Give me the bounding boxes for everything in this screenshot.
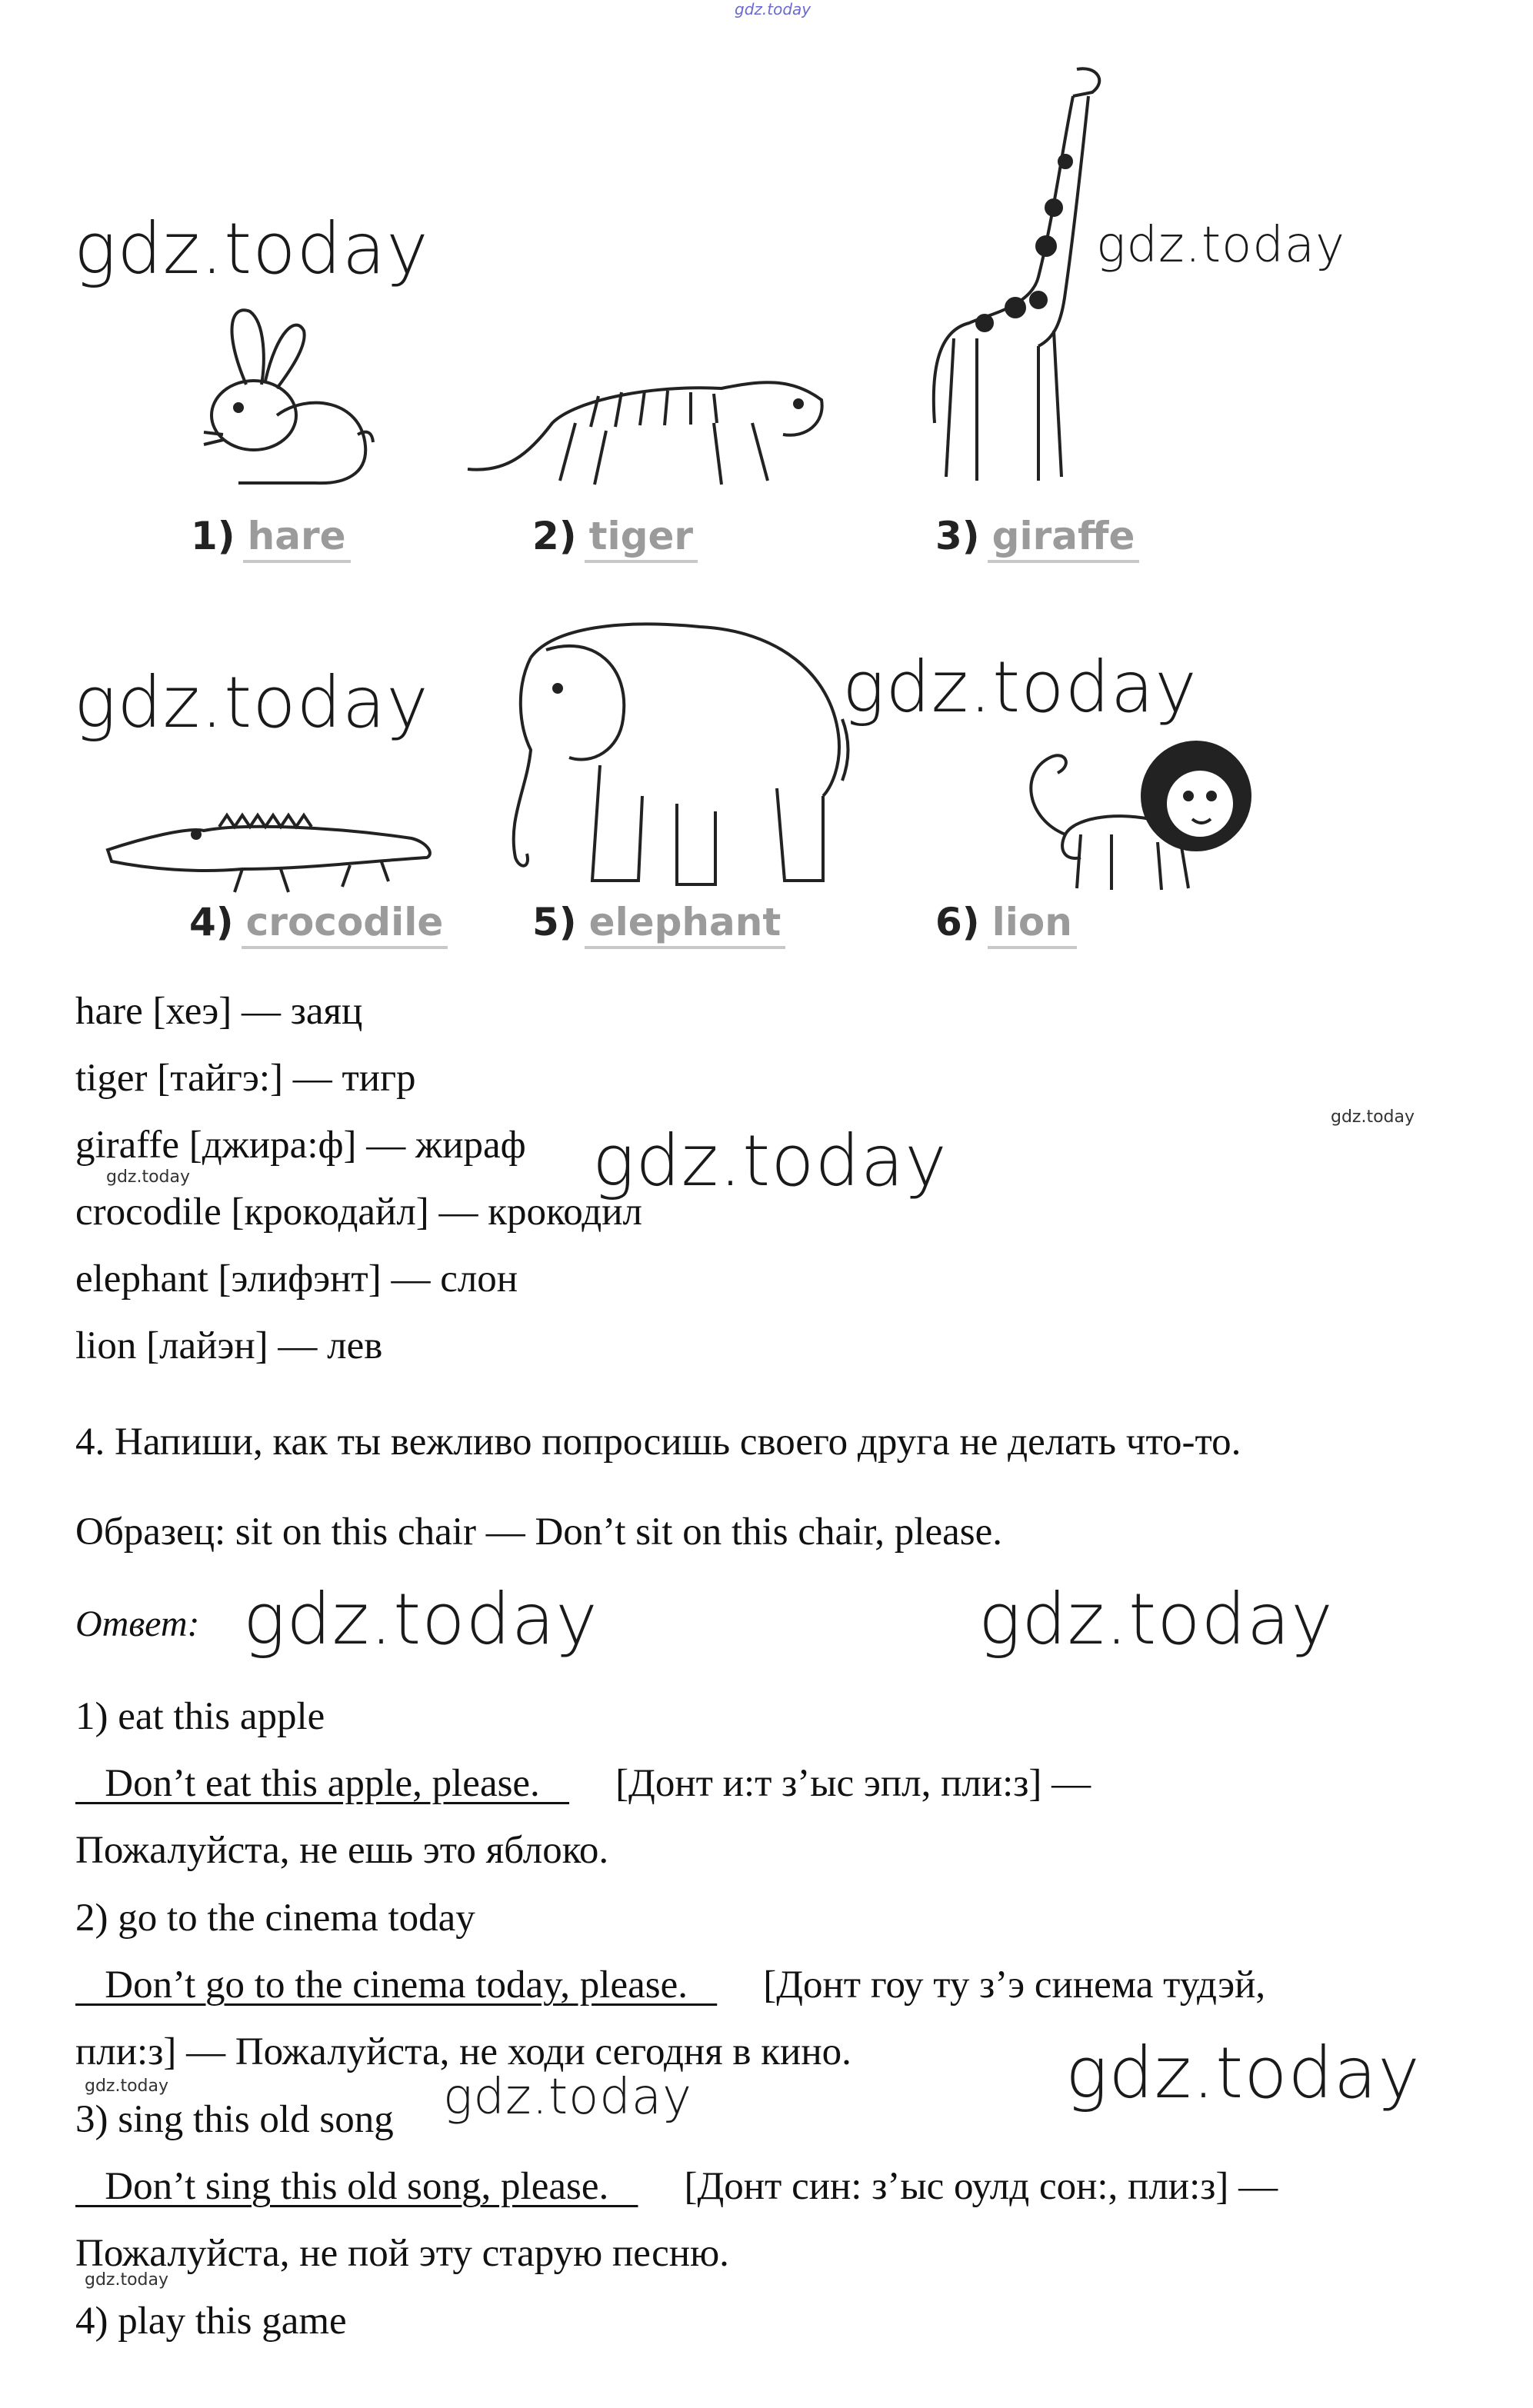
giraffe-icon xyxy=(923,62,1123,492)
watermark: gdz.today xyxy=(74,661,429,744)
animal-caption: 2) tiger xyxy=(532,514,698,558)
watermark: gdz.today xyxy=(592,1120,948,1202)
watermark: gdz.today xyxy=(1096,217,1345,274)
watermark: gdz.today xyxy=(106,1167,191,1187)
item-answer: Don’t go to the cinema today, please. xyxy=(75,1963,718,2007)
watermark: gdz.today xyxy=(243,1578,598,1660)
item-answer-line xyxy=(75,2167,1278,2207)
vocab-line: giraffe [джира:ф] — жираф xyxy=(75,1124,526,1167)
item-prompt: 1) eat this apple xyxy=(75,1695,325,1738)
watermark: gdz.today xyxy=(85,2077,169,2096)
tiger-icon xyxy=(460,338,829,492)
item-translation: Пожалуйста, не ешь это яблоко. xyxy=(75,1829,609,1872)
watermark-top: gdz.today xyxy=(735,0,811,18)
watermark: gdz.today xyxy=(443,2069,692,2126)
hare-icon xyxy=(192,300,377,492)
vocab-line: elephant [элифэнт] — слон xyxy=(75,1257,518,1301)
animal-caption: 4) crocodile xyxy=(189,900,448,944)
item-transcription: [Донт гоу ту з’э синема тудэй, xyxy=(763,1963,1266,2007)
animal-caption: 5) elephant xyxy=(532,900,785,944)
item-prompt: 2) go to the cinema today xyxy=(75,1897,475,1940)
vocab-line: tiger [тайгэ:] — тигр xyxy=(75,1057,416,1100)
animal-caption: 1) hare xyxy=(191,514,351,558)
item-translation: Пожалуйста, не пой эту старую песню. xyxy=(75,2232,729,2275)
lion-icon xyxy=(1004,727,1258,896)
item-answer-line xyxy=(75,1764,1091,1804)
watermark: gdz.today xyxy=(1331,1107,1415,1127)
item-translation: пли:з] — Пожалуйста, не ходи сегодня в кино. xyxy=(75,2030,851,2073)
item-answer-line xyxy=(75,1963,1266,2007)
watermark: gdz.today xyxy=(74,208,429,290)
vocab-line: hare [хеэ] — заяц xyxy=(75,990,363,1033)
watermark: gdz.today xyxy=(978,1578,1334,1660)
vocab-line: lion [лайэн] — лев xyxy=(75,1324,383,1367)
item-prompt: 3) sing this old song xyxy=(75,2098,394,2141)
answer-label: Ответ: xyxy=(75,1604,200,1644)
animal-caption: 3) giraffe xyxy=(935,514,1139,558)
item-answer: Don’t sing this old song, please. xyxy=(75,2165,638,2208)
item-prompt: 4) play this game xyxy=(75,2300,347,2343)
watermark: gdz.today xyxy=(1065,2032,1421,2114)
watermark: gdz.today xyxy=(842,646,1198,728)
item-answer: Don’t eat this apple, please. xyxy=(75,1762,570,1805)
example-line: Образец: sit on this chair — Don’t sit on this chair, please. xyxy=(75,1510,1002,1554)
watermark: gdz.today xyxy=(85,2270,169,2290)
item-transcription: [Донт син: з’ыс оулд сон:, пли:з] — xyxy=(684,2165,1278,2208)
crocodile-icon xyxy=(104,792,442,900)
vocab-line: crocodile [крокодайл] — крокодил xyxy=(75,1191,642,1234)
elephant-icon xyxy=(485,611,854,896)
animal-caption: 6) lion xyxy=(935,900,1077,944)
item-transcription: [Донт и:т з’ыс эпл, пли:з] — xyxy=(615,1762,1091,1805)
task-heading: 4. Напиши, как ты вежливо попросишь своего друга не делать что-то. xyxy=(75,1420,1241,1464)
